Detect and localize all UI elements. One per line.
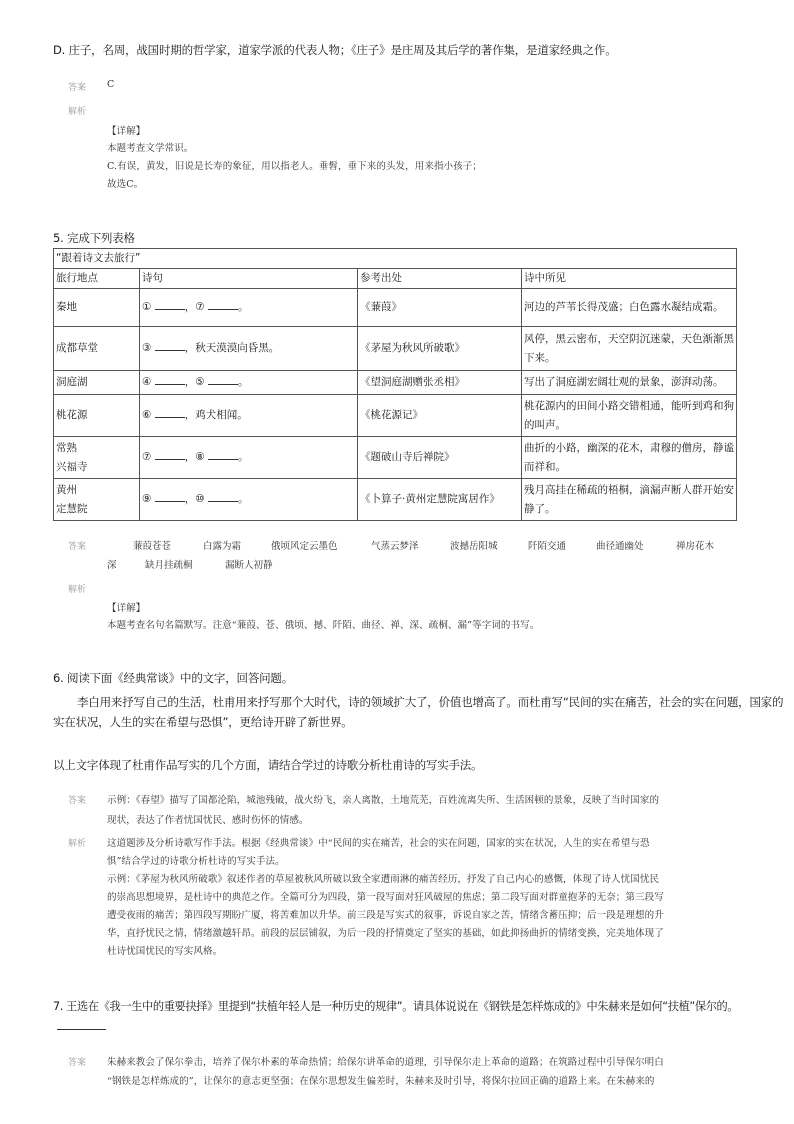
header-seen: 诗中所见 [522, 269, 737, 289]
cell-source: 《茅屋为秋风所破歌》 [358, 327, 522, 371]
blank-number: ⑦ [142, 451, 152, 463]
verse-end: 。 [238, 451, 249, 463]
q5-answer-item: 蒹葭苍苍 [133, 541, 172, 552]
q4-answer-label: 答案 [68, 83, 87, 93]
q6-answer-line: 示例：《春望》描写了国都沦陷，城池残破，战火纷飞，亲人离散，土地荒芜，百姓流离失所、生活困顿的景象，反映了当时国家的 [107, 795, 660, 806]
place-text: 黄州 [56, 483, 77, 496]
q7-stem: 7. 王选在《我一生中的重要抉择》里提到“扶植年轻人是一种历史的规律”。请具体说说在《钢铁是怎样炼成的》中朱赫来是如何“扶植”保尔的。 [53, 1000, 739, 1013]
cell-verse [140, 371, 358, 395]
q5-answer-item: 俄顷风定云墨色 [271, 541, 338, 552]
q6-stem: 6. 阅读下面《经典常谈》中的文字，回答问题。 [53, 671, 294, 685]
seen-text: 残月高挂在稀疏的梧桐，滴漏声断人群开始安 [524, 483, 734, 496]
q5-answer-item: 禅房花木 [676, 541, 715, 552]
q5-answer-item: 曲径通幽处 [596, 541, 644, 552]
cell-verse [140, 395, 358, 437]
q5-answer-item: 缺月挂疏桐 [145, 560, 193, 571]
fill-blank[interactable] [208, 492, 238, 502]
q7-answer-label: 答案 [68, 1058, 87, 1068]
blank-number: ，⑤ [184, 376, 205, 388]
seen-text: 写出了洞庭湖宏阔壮观的景象，澎湃动荡。 [524, 376, 724, 388]
verse-end: 。 [238, 376, 249, 388]
fill-blank[interactable] [155, 492, 185, 502]
cell-seen [522, 327, 737, 371]
q6-passage-line: 实在状况，人生的实在希望与恐惧”，更给诗开辟了新世界。 [53, 715, 353, 729]
fill-blank[interactable] [155, 375, 185, 385]
fill-blank[interactable] [155, 341, 185, 351]
seen-text: 的叫声。 [524, 418, 566, 431]
cell-place [54, 327, 140, 371]
table-row [54, 327, 737, 371]
q5-detail-line: 本题考查名句名篇默写。注意“蒹葭、苍、俄顷、撼、阡陌、曲径、禅、深、疏桐、漏”等字词的书写。 [107, 620, 540, 631]
cell-seen [522, 371, 737, 395]
q6-analysis-line: 的崇高思想境界，是杜诗中的典范之作。全篇可分为四段，第一段写面对狂风破屋的焦虑；第二段写面对群童抱茅的无奈；第三段写 [107, 892, 664, 903]
table-row [54, 479, 737, 521]
fill-blank[interactable] [208, 375, 238, 385]
cell-verse [140, 289, 358, 327]
cell-source: 《桃花源记》 [358, 395, 522, 437]
q7-answer-line: “钢铁是怎样炼成的”，让保尔的意志更坚强；在保尔思想发生偏差时，朱赫来及时引导，将保尔拉回正确的道路上来。在朱赫来的 [107, 1076, 655, 1087]
place-text: 定慧院 [56, 502, 88, 515]
q5-analysis-label: 解析 [68, 585, 87, 595]
table-row [54, 437, 737, 479]
q5-stem: 5. 完成下列表格 [53, 231, 135, 245]
q6-answer-line: 现状，表达了作者忧国忧民、感时伤怀的情感。 [107, 815, 309, 826]
travel-table [53, 248, 737, 521]
fill-blank[interactable] [155, 408, 185, 418]
table-row [54, 289, 737, 327]
place-text: 兴福寺 [56, 460, 88, 473]
table-row [54, 371, 737, 395]
seen-text: 风停，黑云密布，天空阴沉迷蒙，天色渐渐黑 [524, 332, 734, 345]
cell-source: 《题破山寺后禅院》 [358, 437, 522, 479]
header-source: 参考出处 [358, 269, 522, 289]
cell-seen [522, 395, 737, 437]
table-row [54, 395, 737, 437]
place-text: 桃花源 [56, 409, 88, 421]
q4-detail-line: 本题考查文学常识。 [107, 143, 194, 154]
q6-analysis-label: 解析 [68, 839, 87, 849]
place-text: 洞庭湖 [56, 376, 88, 388]
seen-text: 曲折的小路，幽深的花木，肃穆的僧房，静谧 [524, 441, 734, 454]
blank-number: ④ [142, 376, 152, 388]
q5-answer-item: 漏断人初静 [225, 560, 273, 571]
cell-source: 《蒹葭》 [358, 289, 522, 327]
seen-text: 而祥和。 [524, 460, 566, 473]
table-header-row [54, 269, 737, 289]
fill-blank[interactable] [208, 450, 238, 460]
q5-answer-item: 深 [107, 560, 117, 571]
blank-number: ③ [142, 342, 152, 354]
cell-verse [140, 437, 358, 479]
blank-number: ，⑩ [184, 493, 205, 505]
cell-verse [140, 479, 358, 521]
cell-place [54, 395, 140, 437]
q4-detail-tag: 【详解】 [107, 126, 146, 137]
cell-source: 《卜算子·黄州定慧院寓居作》 [358, 479, 522, 521]
blank-number: ⑨ [142, 493, 152, 505]
q6-analysis-line: 示例：《茅屋为秋风所破歌》叙述作者的草屋被秋风所破以致全家遭雨淋的痛苦经历，抒发了自己内心的感慨，体现了诗人忧国忧民 [107, 874, 660, 885]
q5-answer-item: 阡陌交通 [528, 541, 567, 552]
q5-answer-item: 白露为霜 [203, 541, 242, 552]
cell-seen [522, 479, 737, 521]
q6-answer-label: 答案 [68, 796, 87, 806]
q6-analysis-line: 惧”结合学过的诗歌分析杜诗的写实手法。 [107, 856, 285, 867]
blank-number: ① [142, 301, 152, 313]
verse-text: ，鸡犬相闻。 [184, 409, 248, 421]
q6-passage-line: 李白用来抒写自己的生活，杜甫用来抒写那个大时代，诗的领域扩大了，价值也增高了。而杜甫写“民间的实在痛苦，社会的实在问题，国家的 [77, 695, 784, 709]
cell-source: 《望洞庭湖赠张丞相》 [358, 371, 522, 395]
table-title: “跟着诗文去旅行” [54, 249, 737, 269]
seen-text: 下来。 [524, 351, 556, 364]
place-text: 成都草堂 [56, 342, 98, 354]
q6-analysis-line: 华，直抒忧民之情，情绪激越轩昂。前段的层层铺叙，为后一段的抒情奠定了坚实的基础，如此抑扬曲折的情绪变换，完美地体现了 [107, 928, 664, 939]
seen-text: 河边的芦苇长得茂盛；白色露水凝结成霜。 [524, 301, 724, 313]
q6-analysis-line: 这道题涉及分析诗歌写作手法。根据《经典常谈》中“民间的实在痛苦，社会的实在问题，国家的实在状况，人生的实在希望与恐 [107, 838, 650, 849]
blank-number: ⑥ [142, 409, 152, 421]
place-text: 秦地 [56, 301, 77, 313]
q4-option-d: D. 庄子，名周，战国时期的哲学家，道家学派的代表人物；《庄子》是庄周及其后学的著作集，是道家经典之作。 [53, 43, 617, 57]
q6-analysis-line: 杜诗忧国忧民的写实风格。 [107, 946, 223, 957]
seen-text: 静了。 [524, 502, 556, 515]
q5-answer-item: 气蒸云梦泽 [371, 541, 419, 552]
cell-seen [522, 289, 737, 327]
cell-place [54, 437, 140, 479]
q6-analysis-line: 遭受夜雨的痛苦；第四段写期盼广厦，将苦难加以升华。前三段是写实式的叙事，诉说自家之苦，情绪含蓄压抑；后一段是理想的升 [107, 910, 664, 921]
verse-end: 。 [238, 493, 249, 505]
cell-seen [522, 437, 737, 479]
fill-blank[interactable] [208, 300, 238, 310]
fill-blank[interactable] [155, 300, 185, 310]
cell-place [54, 371, 140, 395]
q4-detail-line: 故选C。 [107, 179, 144, 190]
cell-verse [140, 327, 358, 371]
q4-analysis-label: 解析 [68, 107, 87, 117]
verse-text: ，秋天漠漠向昏黑。 [184, 342, 280, 354]
q5-answer-item: 波撼岳阳城 [450, 541, 498, 552]
fill-blank[interactable] [155, 450, 185, 460]
q5-detail-tag: 【详解】 [107, 603, 146, 614]
q7-answer-line: 朱赫来教会了保尔拳击，培养了保尔朴素的革命热情；给保尔讲革命的道理，引导保尔走上革命的道路；在筑路过程中引导保尔明白 [107, 1057, 664, 1068]
header-verse: 诗句 [140, 269, 358, 289]
seen-text: 桃花源内的田间小路交错相通，能听到鸡和狗 [524, 399, 734, 412]
answer-underline [57, 1029, 106, 1030]
blank-number: ，⑧ [184, 451, 205, 463]
q4-detail-line: C.有误，黄发，旧说是长寿的象征，用以指老人。垂髫，垂下来的头发，用来指小孩子； [107, 161, 482, 172]
header-place: 旅行地点 [54, 269, 140, 289]
blank-number: ，⑦ [184, 301, 205, 313]
cell-place [54, 479, 140, 521]
cell-place [54, 289, 140, 327]
place-text: 常熟 [56, 441, 77, 454]
q5-answer-label: 答案 [68, 542, 87, 552]
verse-end: 。 [238, 301, 249, 313]
q4-answer: C [107, 79, 115, 90]
q6-question: 以上文字体现了杜甫作品写实的几个方面，请结合学过的诗歌分析杜甫诗的写实手法。 [53, 758, 483, 772]
